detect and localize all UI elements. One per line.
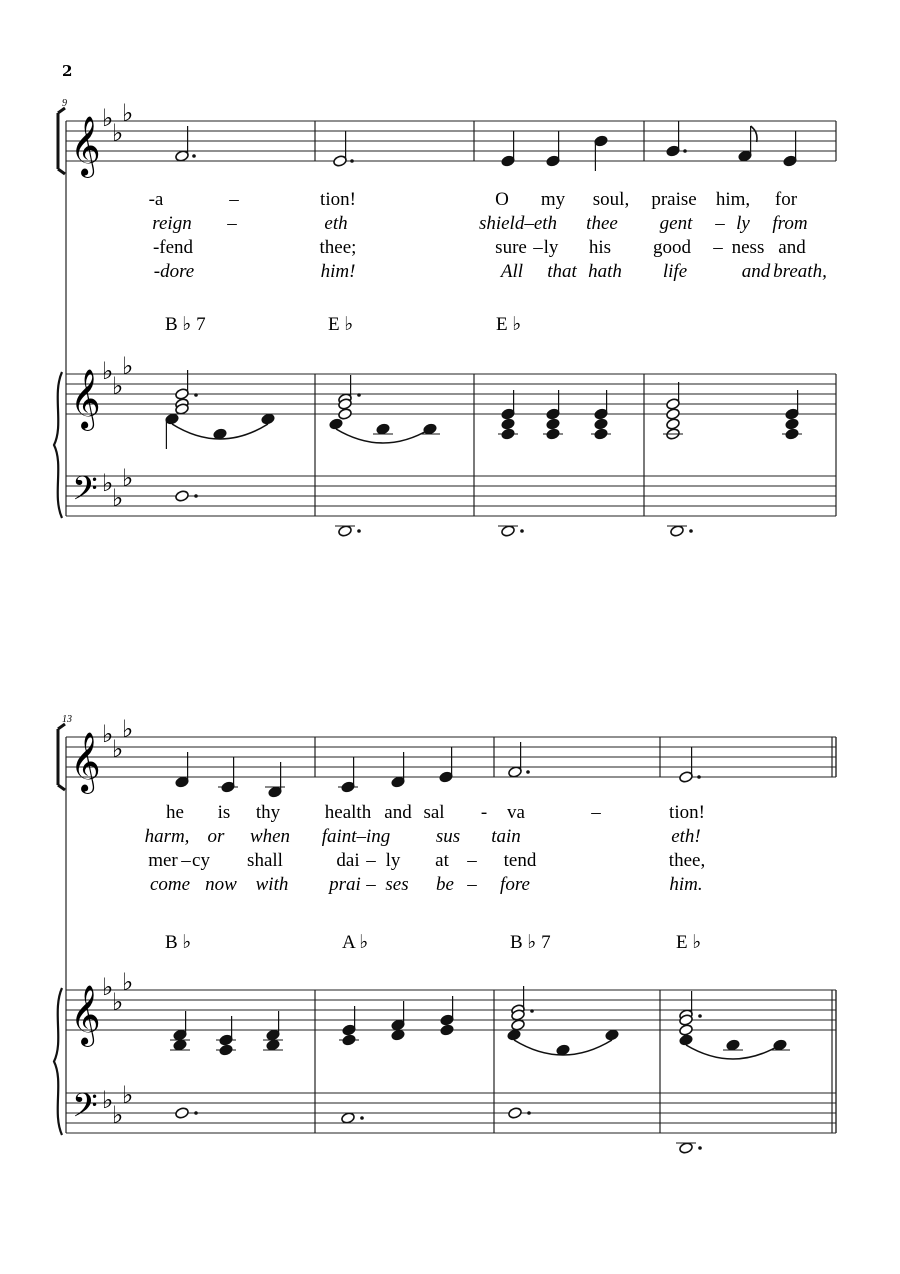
augmentation-dot (360, 1116, 364, 1120)
half-note (338, 525, 353, 538)
lyric-syllable: he (166, 802, 184, 823)
quarter-note (173, 1039, 188, 1052)
lyric-syllable: va (507, 802, 525, 823)
vocal-bracket (58, 724, 65, 790)
flat-icon: ♭ (102, 357, 114, 385)
half-note (338, 408, 353, 421)
page-number: 2 (62, 62, 73, 80)
lyric-syllable: with (255, 874, 289, 895)
half-note (501, 525, 516, 538)
augmentation-dot (530, 1009, 534, 1013)
flat-icon: ♭ (122, 1081, 134, 1109)
lyric-syllable: prai (329, 874, 361, 895)
lyric-syllable: sal (423, 802, 445, 823)
lyric-syllable: – (366, 850, 376, 871)
quarter-note (266, 1039, 281, 1052)
piano-brace (54, 372, 62, 518)
augmentation-dot (194, 393, 198, 397)
quarter-note (507, 1029, 522, 1042)
lyric-syllable: – (467, 850, 477, 871)
half-note (666, 408, 681, 421)
lyric-syllable: - (480, 802, 488, 823)
lyric-syllable: him! (320, 261, 356, 282)
flat-icon: ♭ (112, 484, 124, 512)
lyric-syllable: thee (586, 213, 618, 234)
lyric-syllable: him. (669, 874, 703, 895)
flat-icon: ♭ (102, 104, 114, 132)
quarter-note (501, 418, 516, 431)
lyric-syllable: tain (491, 826, 521, 847)
lyric-syllable: dai (336, 850, 360, 871)
half-note (511, 1019, 526, 1032)
chord-symbol: E ♭ (676, 932, 702, 953)
lyric-syllable: -fend (152, 237, 194, 258)
half-note (508, 1107, 523, 1120)
quarter-note (594, 418, 609, 431)
lyric-syllable: fore (500, 874, 530, 895)
lyric-syllable: O (495, 189, 509, 210)
flat-icon: ♭ (112, 119, 124, 147)
chord-symbol: A ♭ (342, 932, 369, 953)
lyric-syllable: for (774, 189, 798, 210)
lyric-syllable: at (435, 850, 449, 871)
treble-clef-icon: 𝄞 (70, 116, 101, 176)
lyric-syllable: eth! (671, 826, 701, 847)
lyric-syllable: ly (736, 213, 750, 234)
augmentation-dot (192, 154, 196, 158)
quarter-note (391, 1029, 406, 1042)
quarter-note (261, 413, 276, 426)
lyric-syllable: hath (588, 261, 622, 282)
lyric-syllable: – (715, 213, 725, 234)
lyric-syllable: that (547, 261, 577, 282)
lyric-syllable: and (741, 261, 771, 282)
lyric-syllable: be (436, 874, 454, 895)
flat-icon: ♭ (102, 469, 114, 497)
measure-number: 13 (62, 714, 72, 725)
half-note (175, 490, 190, 503)
lyric-syllable: thee; (319, 237, 357, 258)
system-2 (54, 714, 836, 1154)
flat-icon: ♭ (122, 464, 134, 492)
quarter-note (785, 418, 800, 431)
quarter-note (329, 418, 344, 431)
lyric-syllable: ly (385, 850, 401, 871)
lyric-syllable: when (249, 826, 291, 847)
flat-icon: ♭ (102, 720, 114, 748)
chord-symbol: B ♭ 7 (510, 932, 551, 953)
half-note (679, 1024, 694, 1037)
lyric-syllable: thee, (668, 850, 706, 871)
lyric-syllable: him, (715, 189, 751, 210)
lyric-syllable: and (384, 802, 412, 823)
lyric-syllable: All (500, 261, 524, 282)
lyric-syllable: -dore (153, 261, 195, 282)
lyric-syllable: harm, (144, 826, 190, 847)
flat-icon: ♭ (122, 968, 134, 996)
lyric-syllable: – (533, 237, 543, 258)
vocal-bracket (58, 108, 65, 174)
lyric-syllable: from (772, 213, 808, 234)
flat-icon: ♭ (122, 352, 134, 380)
augmentation-dot (520, 529, 524, 533)
augmentation-dot (194, 1111, 198, 1115)
lyric-syllable: breath, (773, 261, 827, 282)
quarter-note (440, 1024, 455, 1037)
augmentation-dot (697, 775, 701, 779)
lyric-syllable: -a (148, 189, 164, 210)
eighth-flag (751, 126, 757, 142)
lyric-syllable: cy (192, 850, 210, 871)
system-1 (54, 98, 836, 537)
lyric-syllable: gent (659, 213, 693, 234)
measure-number: 9 (62, 98, 67, 109)
flat-icon: ♭ (112, 1101, 124, 1129)
bass-clef-icon: 𝄢 (72, 1087, 98, 1133)
lyric-syllable: – (467, 874, 477, 895)
lyric-syllable: sure (495, 237, 527, 258)
lyric-syllable: – (229, 189, 239, 210)
lyric-syllable: shall (247, 850, 283, 871)
quarter-note (726, 1039, 741, 1052)
augmentation-dot (357, 393, 361, 397)
quarter-note (376, 423, 391, 436)
lyric-syllable: praise (651, 189, 697, 210)
chord-symbol: B ♭ 7 (165, 314, 206, 335)
flat-icon: ♭ (112, 988, 124, 1016)
treble-clef-icon: 𝄞 (70, 369, 101, 429)
half-note (341, 1112, 356, 1125)
lyric-syllable: come (149, 874, 191, 895)
half-note (670, 525, 685, 538)
quarter-note (605, 1029, 620, 1042)
augmentation-dot (689, 529, 693, 533)
lyric-syllable: ly (543, 237, 559, 258)
lyric-syllable: thy (255, 802, 281, 823)
lyric-syllable: – (181, 850, 191, 871)
quarter-note (679, 1034, 694, 1047)
bass-clef-icon: 𝄢 (72, 470, 98, 516)
quarter-note (546, 418, 561, 431)
lyric-syllable: ness (731, 237, 765, 258)
lyric-syllable: – (366, 874, 376, 895)
flat-icon: ♭ (122, 99, 134, 127)
half-note (679, 1142, 694, 1155)
lyric-syllable: mer (148, 850, 178, 871)
lyric-syllable: soul, (592, 189, 630, 210)
lyric-syllable: tend (503, 850, 537, 871)
chord-symbol: B ♭ (165, 932, 192, 953)
augmentation-dot (683, 149, 687, 153)
chord-symbol: E ♭ (328, 314, 354, 335)
augmentation-dot (698, 1146, 702, 1150)
flat-icon: ♭ (112, 372, 124, 400)
lyric-syllable: and (778, 237, 806, 258)
lyric-syllable: my (540, 189, 566, 210)
augmentation-dot (698, 1014, 702, 1018)
flat-icon: ♭ (102, 973, 114, 1001)
lyric-syllable: faint–ing (321, 826, 391, 847)
augmentation-dot (350, 159, 354, 163)
lyric-syllable: reign (152, 213, 192, 234)
lyric-syllable: sus (435, 826, 461, 847)
piano-brace (54, 988, 62, 1135)
lyric-syllable: – (227, 213, 237, 234)
half-note (666, 418, 681, 431)
augmentation-dot (194, 494, 198, 498)
lyric-syllable: ses (385, 874, 409, 895)
lyric-syllable: life (662, 261, 688, 282)
augmentation-dot (527, 1111, 531, 1115)
lyric-syllable: eth (324, 213, 348, 234)
augmentation-dot (526, 770, 530, 774)
lyric-syllable: is (217, 802, 231, 823)
flat-icon: ♭ (122, 715, 134, 743)
chord-symbol: E ♭ (496, 314, 522, 335)
augmentation-dot (357, 529, 361, 533)
lyric-syllable: – (591, 802, 601, 823)
lyric-syllable: tion! (669, 802, 705, 823)
flat-icon: ♭ (112, 735, 124, 763)
lyric-syllable: – (713, 237, 723, 258)
lyric-syllable: his (588, 237, 612, 258)
flat-icon: ♭ (102, 1086, 114, 1114)
lyric-syllable: or (207, 826, 225, 847)
lyric-syllable: good (653, 237, 691, 258)
treble-clef-icon: 𝄞 (70, 985, 101, 1045)
lyric-syllable: shield–eth (478, 213, 558, 234)
half-note (175, 1107, 190, 1120)
lyric-syllable: now (205, 874, 237, 895)
lyric-syllable: tion! (320, 189, 356, 210)
lyric-syllable: health (324, 802, 372, 823)
treble-clef-icon: 𝄞 (70, 732, 101, 792)
